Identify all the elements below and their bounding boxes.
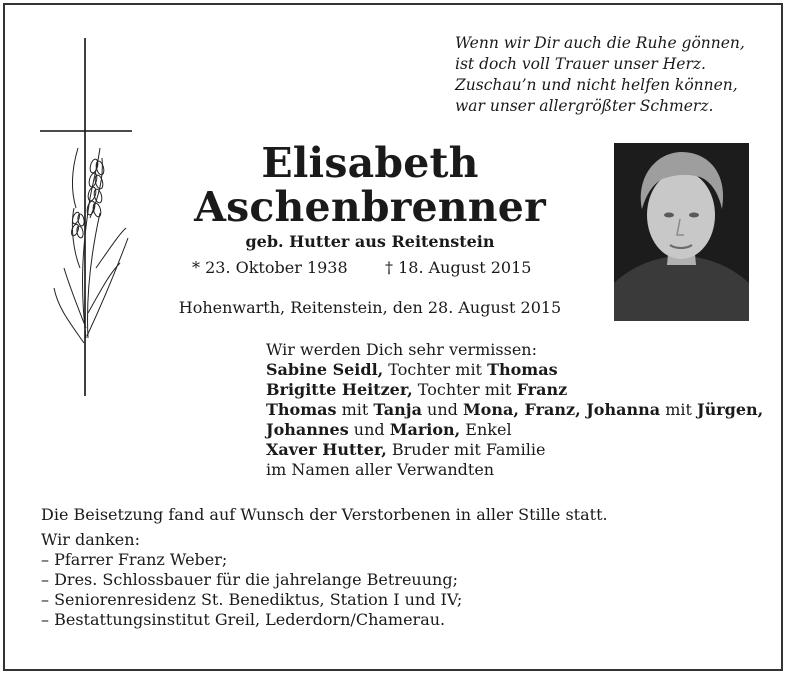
mourner-line: [266, 440, 763, 460]
thanks-item: – Dres. Schlossbauer für die jahrelange Betreuung;: [41, 570, 458, 589]
poem: [455, 33, 775, 117]
birth-date: * 23. Oktober 1938: [192, 258, 348, 277]
relation-text: und: [348, 420, 390, 439]
mourner-name: Brigitte Heitzer,: [266, 380, 413, 399]
thanks-item: – Bestattungsinstitut Greil, Lederdorn/Chamerau.: [41, 610, 446, 629]
mourner-name: Mona, Franz, Johanna: [462, 400, 661, 419]
relation-text: Tochter mit: [412, 380, 517, 399]
relation-text: und: [421, 400, 463, 419]
relation-text: Tochter mit: [383, 360, 488, 379]
relation-text: mit: [336, 400, 374, 419]
relation-text: mit: [660, 400, 697, 419]
thanks-section: [41, 530, 462, 630]
mourner-name: Tanja: [373, 400, 422, 419]
mourners-list: [266, 340, 763, 480]
mourner-line: [266, 420, 763, 440]
mourners-closing: im Namen aller Verwandten: [266, 460, 495, 479]
mourner-line: [266, 360, 763, 380]
mourner-name: Thomas: [266, 400, 337, 419]
poem-line: ist doch voll Trauer unser Herz.: [455, 55, 706, 73]
thanks-item: – Pfarrer Franz Weber;: [41, 550, 228, 569]
deceased-last-name: Aschenbrenner: [194, 183, 546, 231]
poem-line: Wenn wir Dir auch die Ruhe gönnen,: [455, 34, 745, 52]
mourners-intro: Wir werden Dich sehr vermissen:: [266, 340, 537, 359]
relation-text: Bruder mit Familie: [386, 440, 546, 459]
poem-line: Zuschau’n und nicht helfen können,: [455, 76, 738, 94]
mourner-name: Franz: [516, 380, 568, 399]
cross-with-wheat-icon: [40, 38, 132, 398]
place-and-date: Hohenwarth, Reitenstein, den 28. August 2015: [178, 298, 562, 317]
thanks-item: – Seniorenresidenz St. Benediktus, Station I und IV;: [41, 590, 463, 609]
mourner-name: Marion,: [389, 420, 461, 439]
mourner-name: Xaver Hutter,: [266, 440, 387, 459]
deceased-first-name: Elisabeth: [261, 139, 479, 187]
mourner-name: Johannes: [266, 420, 349, 439]
mourner-name: Thomas: [487, 360, 558, 379]
relation-text: Enkel: [460, 420, 512, 439]
death-date: † 18. August 2015: [385, 258, 532, 277]
portrait-photo: [614, 143, 749, 321]
birth-name: geb. Hutter aus Reitenstein: [245, 232, 495, 251]
mourner-line: [266, 380, 763, 400]
mourner-name: Sabine Seidl,: [266, 360, 384, 379]
poem-line: war unser allergrößter Schmerz.: [455, 97, 714, 115]
thanks-title: Wir danken:: [41, 530, 140, 549]
mourner-name: Jürgen,: [697, 400, 764, 419]
mourner-line: [266, 400, 763, 420]
burial-note: Die Beisetzung fand auf Wunsch der Verstorbenen in aller Stille statt.: [41, 505, 608, 524]
